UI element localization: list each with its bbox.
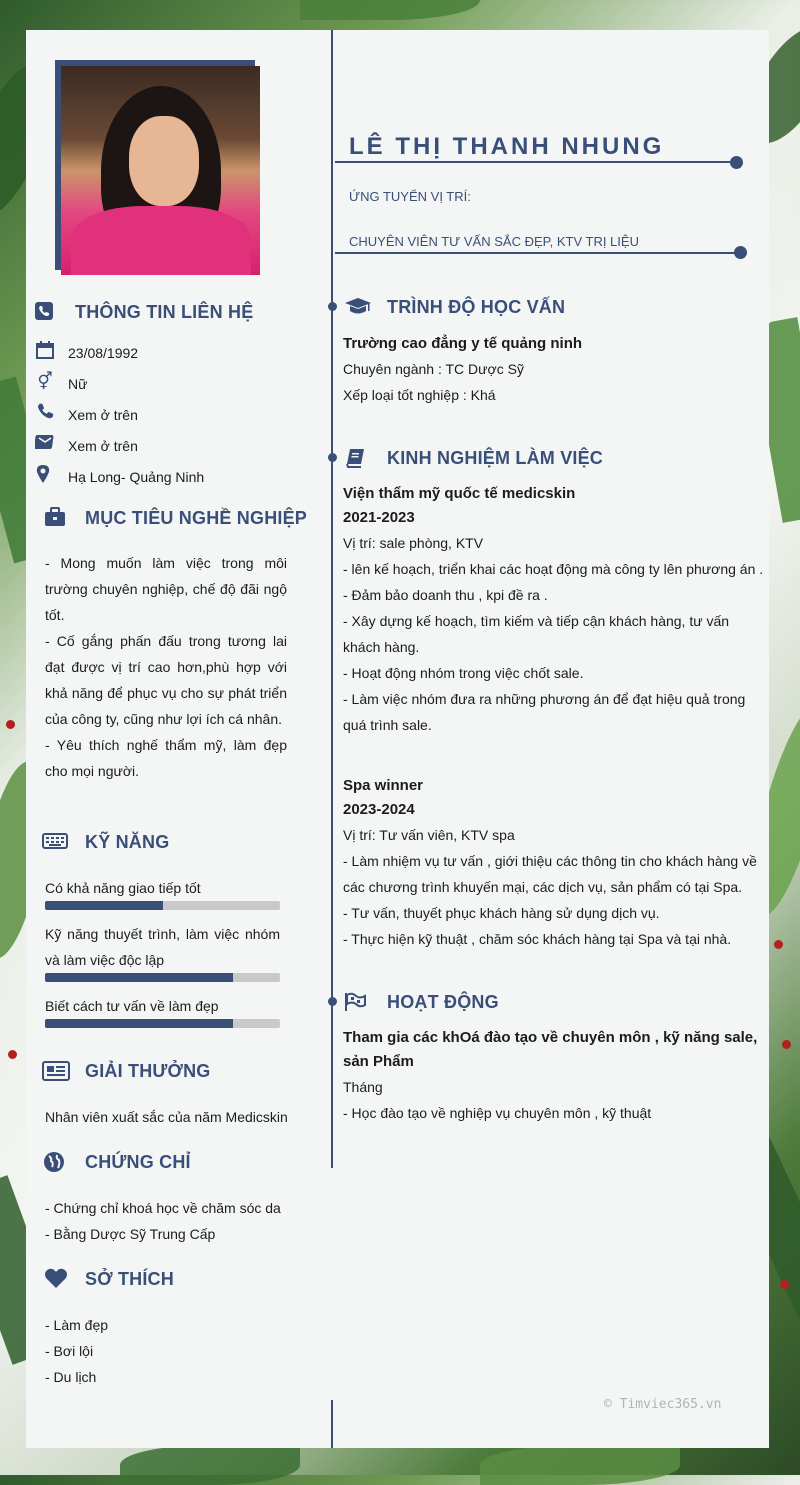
experience-timeline-dot <box>328 453 337 462</box>
name-line-dot <box>730 156 743 169</box>
skill-label: Biết cách tư vấn về làm đẹp <box>45 998 219 1014</box>
activity-detail: - Học đào tạo về nghiệp vụ chuyên môn , kỹ thuật <box>343 1105 652 1121</box>
contact-gender: Nữ <box>68 376 88 392</box>
email-icon <box>34 433 56 455</box>
certificate-item: - Chứng chỉ khoá học về chăm sóc da <box>45 1200 281 1216</box>
contact-phone: Xem ở trên <box>68 407 138 423</box>
activity-time: Tháng <box>343 1079 383 1095</box>
education-grade: Xếp loại tốt nghiệp : Khá <box>343 387 496 403</box>
calendar-icon <box>34 340 56 364</box>
job-duties <box>343 556 769 738</box>
skill-bar-fill <box>45 973 233 982</box>
job-duty: - Đảm bảo doanh thu , kpi đề ra . <box>343 587 548 603</box>
skill-bar-fill <box>45 901 163 910</box>
hobbies-title: SỞ THÍCH <box>85 1269 174 1289</box>
objective-title: MỤC TIÊU NGHỀ NGHIỆP <box>85 508 308 528</box>
skills-title: KỸ NĂNG <box>85 832 170 852</box>
education-school: Trường cao đẳng y tế quảng ninh <box>343 335 583 352</box>
objective-text <box>45 550 287 784</box>
job-duty: - Xây dựng kế hoạch, tìm kiếm và tiếp cận khách hàng, tư vấn khách hàng. <box>343 613 730 655</box>
job-duties <box>343 848 769 952</box>
objective-line: - Yêu thích nghế thẩm mỹ, làm đẹp cho mọi người. <box>45 737 287 779</box>
profile-photo <box>61 66 260 275</box>
phone-icon <box>33 301 55 325</box>
job-company: Spa winner <box>343 777 424 794</box>
contact-birthday: 23/08/1992 <box>68 345 139 361</box>
phone-small-icon <box>34 402 56 424</box>
activities-title: HOẠT ĐỘNG <box>387 992 499 1012</box>
skill-bar <box>45 973 280 982</box>
job-duty: - Thực hiện kỹ thuật , chăm sóc khách hàng tại Spa và tại nhà. <box>343 931 732 947</box>
contact-address: Hạ Long- Quảng Ninh <box>68 469 205 485</box>
timeline-line-bottom <box>331 1400 333 1448</box>
job-duty: - Làm việc nhóm đưa ra những phương án để đạt hiệu quả trong quá trình sale. <box>343 691 746 733</box>
job-duty: - Hoạt động nhóm trong việc chốt sale. <box>343 665 584 681</box>
job-role: Vị trí: Tư vấn viên, KTV spa <box>343 827 515 843</box>
objective-line: - Cố gắng phấn đấu trong tương lai đạt được vị trí cao hơn,phù hợp với khả năng để phục vụ cho sự phát triển của công ty, cũng như lợi ích cá nhân. <box>45 633 287 727</box>
job-company: Viện thẩm mỹ quốc tế medicskin <box>343 485 576 502</box>
book-icon <box>344 448 366 472</box>
position-label: ỨNG TUYỂN VỊ TRÍ: <box>349 189 471 204</box>
heart-icon <box>44 1267 66 1293</box>
hobby-item: - Làm đẹp <box>45 1317 109 1333</box>
location-icon <box>32 464 54 488</box>
job-period: 2021-2023 <box>343 509 415 526</box>
objective-line: - Mong muốn làm việc trong môi trường chuyên nghiệp, chế độ đãi ngộ tốt. <box>45 555 287 623</box>
job-period: 2023-2024 <box>343 801 415 818</box>
education-timeline-dot <box>328 302 337 311</box>
awards-text: Nhân viên xuất sắc của năm Medicskin <box>45 1109 288 1125</box>
experience-title: KINH NGHIỆM LÀM VIỆC <box>387 448 604 468</box>
job-duty: - lên kế hoạch, triển khai các hoạt động mà công ty lên phương án . <box>343 561 764 577</box>
position-line-dot <box>734 246 747 259</box>
activity-heading: Tham gia các khOá đào tạo về chuyên môn , kỹ năng sale, sản Phẩm <box>343 1029 758 1070</box>
skill-label: Có khả năng giao tiếp tốt <box>45 880 201 896</box>
name-underline <box>335 161 737 163</box>
job-duty: - Làm nhiệm vụ tư vấn , giới thiệu các thông tin cho khách hàng về các chương trình khuyến mại, các dịch vụ, sản phẩm có tại Spa. <box>343 853 757 895</box>
certificate-item: - Bằng Dược Sỹ Trung Cấp <box>45 1226 216 1242</box>
skill-bar <box>45 1019 280 1028</box>
gender-icon: ⚥ <box>37 372 53 391</box>
candidate-name: LÊ THỊ THANH NHUNG <box>349 133 665 160</box>
briefcase-icon <box>44 507 66 531</box>
position-value: CHUYÊN VIÊN TƯ VẤN SẮC ĐẸP, KTV TRỊ LIỆU <box>349 234 639 249</box>
skill-bar-fill <box>45 1019 233 1028</box>
contact-title: THÔNG TIN LIÊN HỆ <box>75 302 254 322</box>
graduation-cap-icon <box>344 297 372 321</box>
keyboard-icon <box>42 832 64 854</box>
hobbies-list <box>45 1312 305 1390</box>
watermark: © Timviec365.vn <box>604 1397 722 1412</box>
awards-title: GIẢI THƯỞNG <box>85 1061 211 1081</box>
job-duty: - Tư vấn, thuyết phục khách hàng sử dụng dịch vụ. <box>343 905 660 921</box>
activities-timeline-dot <box>328 997 337 1006</box>
education-title: TRÌNH ĐỘ HỌC VẤN <box>387 297 566 317</box>
education-major: Chuyên ngành : TC Dược Sỹ <box>343 361 524 377</box>
hobby-item: - Bơi lội <box>45 1343 94 1359</box>
certificates-list <box>45 1195 305 1247</box>
contact-email: Xem ở trên <box>68 438 138 454</box>
certificates-title: CHỨNG CHỈ <box>85 1152 191 1172</box>
skill-label: Kỹ năng thuyết trình, làm việc nhóm và làm việc độc lập <box>45 926 280 968</box>
globe-icon <box>43 1151 65 1177</box>
flag-icon <box>344 992 366 1016</box>
skill-bar <box>45 901 280 910</box>
hobby-item: - Du lịch <box>45 1369 97 1385</box>
job-role: Vị trí: sale phòng, KTV <box>343 535 484 551</box>
newspaper-icon <box>42 1061 64 1085</box>
position-underline <box>335 252 740 254</box>
